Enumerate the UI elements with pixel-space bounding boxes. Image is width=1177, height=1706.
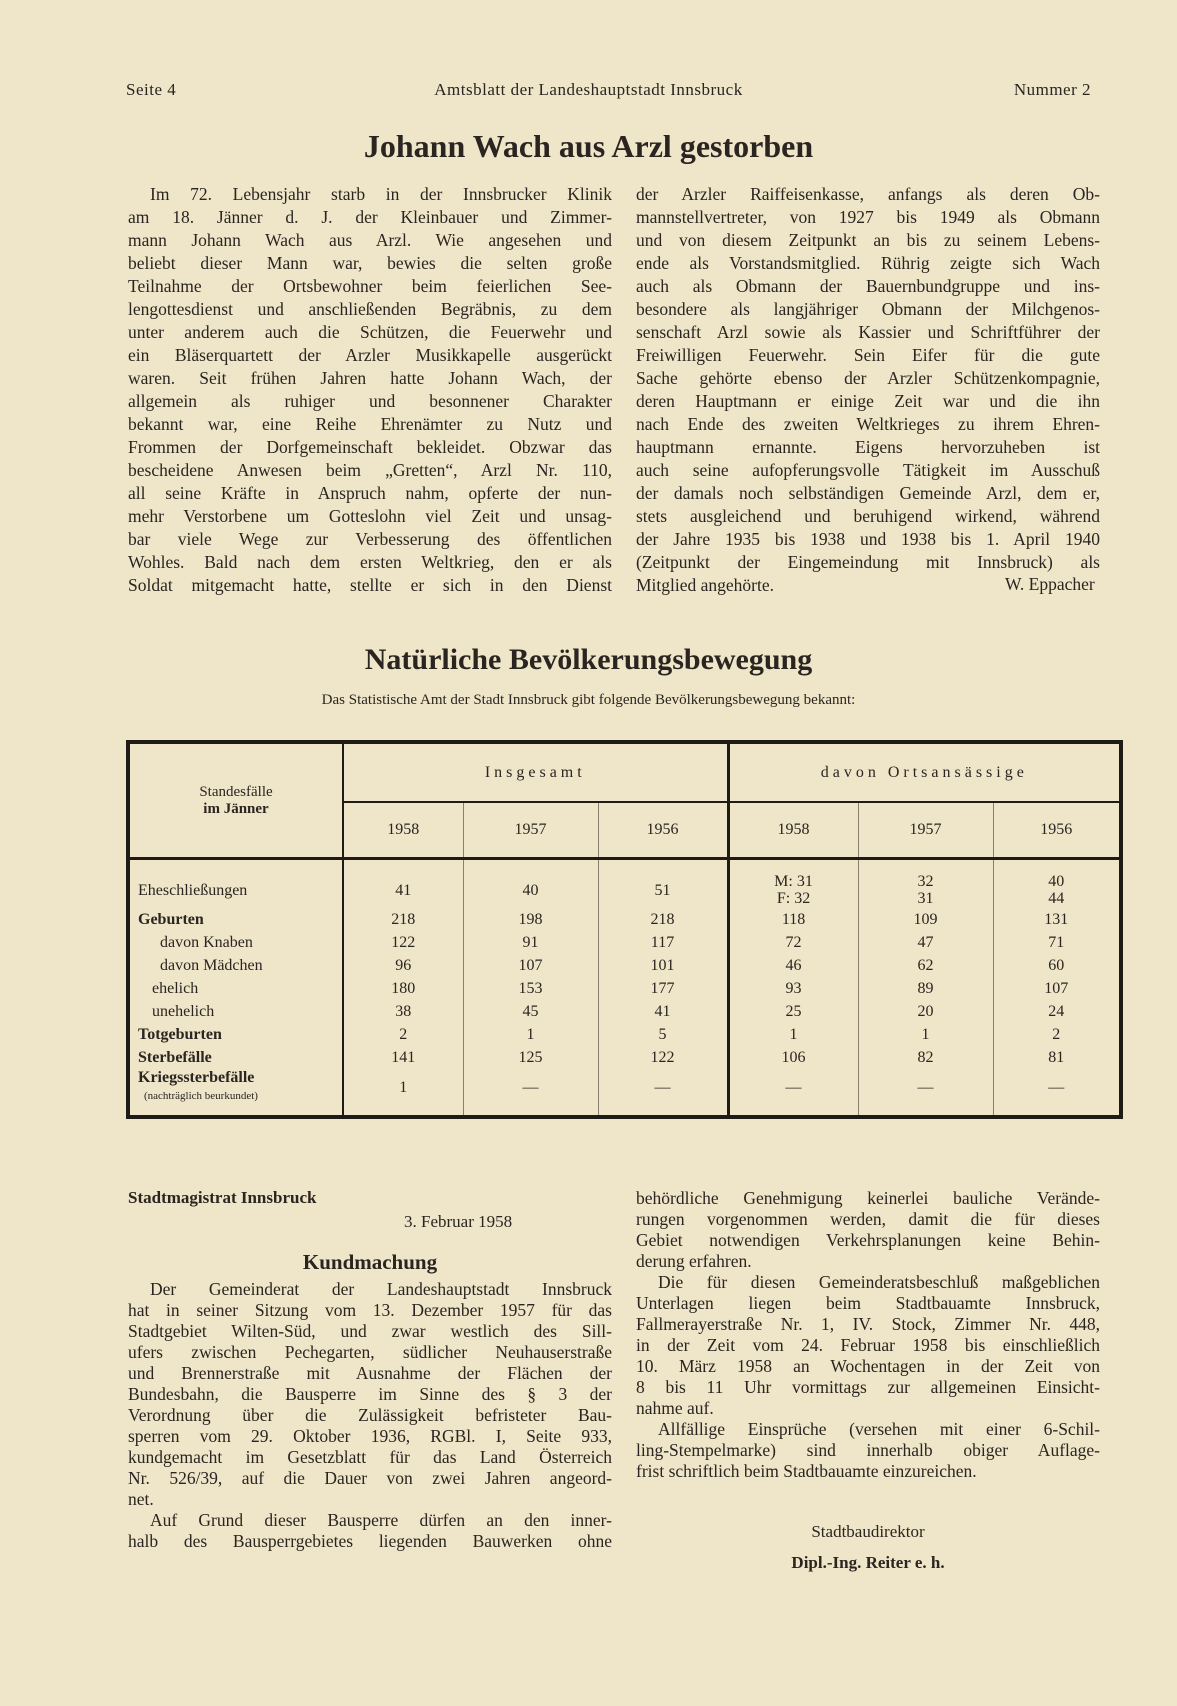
year-header: 1957 bbox=[463, 802, 598, 859]
table-cell: — bbox=[598, 1069, 728, 1117]
table-cell: 62 bbox=[858, 954, 993, 977]
population-table bbox=[126, 740, 1123, 1119]
row-label bbox=[128, 977, 343, 1000]
row-label-text: davon Knaben bbox=[160, 934, 253, 951]
text-line: der damals noch selbständigen Gemeinde Arzl, dem er, bbox=[636, 483, 1100, 503]
table-cell: 1 bbox=[728, 1023, 858, 1046]
text-line: behördliche Genehmigung keinerlei bauliche Verände- bbox=[636, 1188, 1100, 1208]
text-line: Frommen der Dorfgemeinschaft bekleidet. Obzwar das bbox=[128, 437, 612, 457]
table-cell: 131 bbox=[993, 908, 1121, 931]
issuer: Stadtmagistrat Innsbruck bbox=[128, 1188, 317, 1207]
text-line: mehr Verstorbene um Gotteslohn viel Zeit und unsag- bbox=[128, 506, 612, 526]
table-cell: — bbox=[858, 1069, 993, 1117]
text-line: Allfällige Einsprüche (versehen mit einer 6-Schil- bbox=[658, 1419, 1100, 1439]
table-cell: 1 bbox=[343, 1069, 463, 1117]
table-cell: 46 bbox=[728, 954, 858, 977]
table-cell: 96 bbox=[343, 954, 463, 977]
table-cell: — bbox=[993, 1069, 1121, 1117]
text-line: net. bbox=[128, 1489, 154, 1509]
text-line: Gebiet notwendigen Verkehrsplanungen keine Behin- bbox=[636, 1230, 1100, 1250]
table-cell: 25 bbox=[728, 1000, 858, 1023]
table-cell: — bbox=[728, 1069, 858, 1117]
text-line: auch als Obmann der Bauernbundgruppe und ins- bbox=[636, 276, 1100, 296]
text-line: und Brennerstraße mit Ausnahme der Flächen der bbox=[128, 1363, 612, 1383]
text-line: Nr. 526/39, auf die Dauer von zwei Jahren angeord- bbox=[128, 1468, 612, 1488]
text-line: auch seine aufopferungsvolle Tätigkeit im Ausschuß bbox=[636, 460, 1100, 480]
table-row bbox=[128, 1069, 1121, 1117]
table-cell: 89 bbox=[858, 977, 993, 1000]
text-line: bar viele Wege zur Verbesserung des öffentlichen bbox=[128, 529, 612, 549]
text-line: Bundesbahn, die Bausperre im Sinne des § 3 der bbox=[128, 1384, 612, 1404]
row-label-text: Sterbefälle bbox=[138, 1049, 212, 1066]
row-header bbox=[128, 742, 343, 859]
table-cell: 118 bbox=[728, 908, 858, 931]
table-cell: 141 bbox=[343, 1046, 463, 1069]
text-line: der Arzler Raiffeisenkasse, anfangs als deren Ob- bbox=[636, 184, 1100, 204]
table-cell: 107 bbox=[993, 977, 1121, 1000]
table-cell: 1 bbox=[858, 1023, 993, 1046]
table-cell: 180 bbox=[343, 977, 463, 1000]
table-row bbox=[128, 859, 1121, 909]
signer-name: Dipl.-Ing. Reiter e. h. bbox=[791, 1553, 945, 1572]
row-label bbox=[128, 1069, 343, 1117]
table-cell: 5 bbox=[598, 1023, 728, 1046]
text-line: Im 72. Lebensjahr starb in der Innsbrucker Klinik bbox=[150, 184, 612, 204]
text-line: ein Bläserquartett der Arzler Musikkapelle ausgerückt bbox=[128, 345, 612, 365]
table-cell: 81 bbox=[993, 1046, 1121, 1069]
row-label bbox=[128, 1046, 343, 1069]
table-cell: 2 bbox=[343, 1023, 463, 1046]
text-line: Mitglied angehörte. bbox=[636, 575, 775, 595]
statistics-subtitle: Das Statistische Amt der Stadt Innsbruck gibt folgende Bevölkerungsbewegung bekannt: bbox=[321, 692, 856, 708]
table-cell: 218 bbox=[343, 908, 463, 931]
row-label bbox=[128, 908, 343, 931]
table-cell: 82 bbox=[858, 1046, 993, 1069]
text-line: Teilnahme der Ortsbewohner beim feierlichen See- bbox=[128, 276, 612, 296]
text-line: besondere als langjähriger Obmann der Milchgenos- bbox=[636, 299, 1100, 319]
text-line: kundgemacht im Gesetzblatt für das Land Österreich bbox=[128, 1447, 612, 1467]
notice-right-column bbox=[636, 1188, 1100, 1482]
article-author: W. Eppacher bbox=[1005, 574, 1095, 594]
text-line: nach Ende des zweiten Weltkrieges zu ihrem Ehren- bbox=[636, 414, 1100, 434]
table-cell: 41 bbox=[343, 859, 463, 909]
text-line: Freiwilligen Feuerwehr. Sein Eifer für die gute bbox=[636, 345, 1100, 365]
text-line: Auf Grund dieser Bausperre dürfen an den inner- bbox=[150, 1510, 612, 1530]
text-line: der Jahre 1935 bis 1938 und 1938 bis 1. April 1940 bbox=[636, 529, 1100, 549]
text-line: und von diesem Zeitpunkt an bis zu seinem Lebens- bbox=[636, 230, 1100, 250]
text-line: Der Gemeinderat der Landeshauptstadt Innsbruck bbox=[150, 1279, 612, 1299]
text-line: Sache gehörte ebenso der Arzler Schützenkompagnie, bbox=[636, 368, 1100, 388]
text-line: derung erfahren. bbox=[636, 1251, 752, 1271]
text-line: am 18. Jänner d. J. der Kleinbauer und Zimmer- bbox=[128, 207, 612, 227]
page-number: Seite 4 bbox=[126, 80, 177, 99]
signer-title: Stadtbaudirektor bbox=[811, 1522, 925, 1541]
text-line: deren Hauptmann er einige Zeit war und die ihn bbox=[636, 391, 1100, 411]
table-cell: 177 bbox=[598, 977, 728, 1000]
year-header: 1956 bbox=[598, 802, 728, 859]
table-cell: 153 bbox=[463, 977, 598, 1000]
text-line: ufers zwischen Pechegarten, südlicher Neuhauserstraße bbox=[128, 1342, 612, 1362]
notice-title: Kundmachung bbox=[302, 1250, 438, 1274]
table-cell: 91 bbox=[463, 931, 598, 954]
table-row bbox=[128, 954, 1121, 977]
text-line: unter anderem auch die Schützen, die Feuerwehr und bbox=[128, 322, 612, 342]
text-line: Fallmerayerstraße Nr. 1, IV. Stock, Zimmer Nr. 448, bbox=[636, 1314, 1100, 1334]
text-line: bescheidene Anwesen beim „Gretten“, Arzl Nr. 110, bbox=[128, 460, 612, 480]
table-cell: 41 bbox=[598, 1000, 728, 1023]
row-label bbox=[128, 1023, 343, 1046]
table-cell: 125 bbox=[463, 1046, 598, 1069]
row-header-line1: Standesfälle bbox=[199, 783, 273, 800]
table-cell: 198 bbox=[463, 908, 598, 931]
text-line: waren. Seit frühen Jahren hatte Johann Wach, der bbox=[128, 368, 612, 388]
table-cell: 1 bbox=[463, 1023, 598, 1046]
table-row bbox=[128, 977, 1121, 1000]
row-label-text: Totgeburten bbox=[138, 1026, 222, 1043]
table-row bbox=[128, 1046, 1121, 1069]
table-cell: 71 bbox=[993, 931, 1121, 954]
text-line: senschaft Arzl sowie als Kassier und Schriftführer der bbox=[636, 322, 1100, 342]
text-line: Wohles. Bald nach dem ersten Weltkrieg, den er als bbox=[128, 552, 612, 572]
text-line: 10. März 1958 an Wochentagen in der Zeit von bbox=[636, 1356, 1100, 1376]
article-right-column bbox=[636, 183, 1100, 597]
text-line: hat in seiner Sitzung vom 13. Dezember 1957 für das bbox=[128, 1300, 612, 1320]
row-label-note: (nachträglich beurkundet) bbox=[144, 1090, 258, 1102]
text-line: all seine Kräfte in Anspruch nahm, opferte der nun- bbox=[128, 483, 612, 503]
year-header: 1958 bbox=[728, 802, 858, 859]
text-line: Stadtgebiet Wilten-Süd, und zwar westlich des Sill- bbox=[128, 1321, 612, 1341]
text-line: mann Johann Wach aus Arzl. Wie angesehen und bbox=[128, 230, 612, 250]
table-cell: 51 bbox=[598, 859, 728, 909]
table-cell: 93 bbox=[728, 977, 858, 1000]
notice-date: 3. Februar 1958 bbox=[404, 1212, 513, 1231]
text-line: beliebt dieser Mann war, bewies die selten große bbox=[128, 253, 612, 273]
text-line: bekannt war, eine Reihe Ehrenämter zu Nutz und bbox=[128, 414, 612, 434]
row-label-text: davon Mädchen bbox=[160, 957, 263, 974]
publication-name: Amtsblatt der Landeshauptstadt Innsbruck bbox=[434, 80, 743, 99]
text-line: frist schriftlich beim Stadtbauamte einzureichen. bbox=[636, 1461, 977, 1481]
text-line: Unterlagen liegen beim Stadtbauamte Innsbruck, bbox=[636, 1293, 1100, 1313]
row-label-text: ehelich bbox=[152, 980, 199, 997]
year-header: 1957 bbox=[858, 802, 993, 859]
table-row bbox=[128, 1000, 1121, 1023]
row-label-text: Kriegssterbefälle bbox=[138, 1069, 255, 1086]
table-cell: 60 bbox=[993, 954, 1121, 977]
year-header: 1958 bbox=[343, 802, 463, 859]
row-label-text: unehelich bbox=[152, 1003, 215, 1020]
text-line: in der Zeit vom 24. Februar 1958 bis einschließlich bbox=[636, 1335, 1100, 1355]
table-cell: 122 bbox=[343, 931, 463, 954]
table-cell: 32 31 bbox=[858, 859, 993, 909]
text-line: hauptmann ernannte. Eigens hervorzuheben ist bbox=[636, 437, 1100, 457]
text-line: (Zeitpunkt der Eingemeindung mit Innsbruck) als bbox=[636, 552, 1100, 572]
table-cell: — bbox=[463, 1069, 598, 1117]
row-header-line2: im Jänner bbox=[203, 800, 269, 817]
group-header-total: Insgesamt bbox=[343, 742, 728, 802]
group-header-residents: davon Ortsansässige bbox=[728, 742, 1121, 802]
row-label bbox=[128, 859, 343, 909]
table-cell: 38 bbox=[343, 1000, 463, 1023]
text-line: 8 bis 11 Uhr vormittags zur allgemeinen Einsicht- bbox=[636, 1377, 1100, 1397]
table-cell: 47 bbox=[858, 931, 993, 954]
text-line: ende als Vorstandsmitglied. Rührig zeigte sich Wach bbox=[636, 253, 1100, 273]
table-cell: 106 bbox=[728, 1046, 858, 1069]
table-cell: 218 bbox=[598, 908, 728, 931]
table-row bbox=[128, 908, 1121, 931]
table-cell: M: 31 F: 32 bbox=[728, 859, 858, 909]
table-cell: 101 bbox=[598, 954, 728, 977]
text-line: ling-Stempelmarke) sind innerhalb obiger Auflage- bbox=[636, 1440, 1100, 1460]
text-line: allgemein als ruhiger und besonnener Charakter bbox=[128, 391, 612, 411]
text-line: stets ausgleichend und beruhigend wirkend, während bbox=[636, 506, 1100, 526]
table-cell: 109 bbox=[858, 908, 993, 931]
row-label bbox=[128, 1000, 343, 1023]
table-cell: 107 bbox=[463, 954, 598, 977]
year-header: 1956 bbox=[993, 802, 1121, 859]
table-cell: 72 bbox=[728, 931, 858, 954]
article-left-column bbox=[128, 183, 612, 597]
table-cell: 2 bbox=[993, 1023, 1121, 1046]
table-row bbox=[128, 931, 1121, 954]
article-title: Johann Wach aus Arzl gestorben bbox=[363, 128, 814, 164]
text-line: sperren vom 29. Oktober 1936, RGBl. I, Seite 933, bbox=[128, 1426, 612, 1446]
text-line: lengottesdienst und anschließenden Begräbnis, zu dem bbox=[128, 299, 612, 319]
notice-left-column bbox=[128, 1279, 612, 1552]
text-line: mannstellvertreter, von 1927 bis 1949 als Obmann bbox=[636, 207, 1100, 227]
table-cell: 45 bbox=[463, 1000, 598, 1023]
statistics-title: Natürliche Bevölkerungsbewegung bbox=[364, 643, 813, 676]
text-line: halb des Bausperrgebietes liegenden Bauwerken ohne bbox=[128, 1531, 612, 1551]
row-label bbox=[128, 931, 343, 954]
table-cell: 122 bbox=[598, 1046, 728, 1069]
text-line: Die für diesen Gemeinderatsbeschluß maßgeblichen bbox=[658, 1272, 1100, 1292]
table-cell: 20 bbox=[858, 1000, 993, 1023]
table-cell: 40 bbox=[463, 859, 598, 909]
table-cell: 40 44 bbox=[993, 859, 1121, 909]
text-line: rungen vorgenommen werden, damit die für dieses bbox=[636, 1209, 1100, 1229]
row-label bbox=[128, 954, 343, 977]
row-label-text: Eheschließungen bbox=[138, 881, 248, 899]
table-row bbox=[128, 1023, 1121, 1046]
text-line: Verordnung über die Zulässigkeit befristeter Bau- bbox=[128, 1405, 612, 1425]
issue-number: Nummer 2 bbox=[1013, 80, 1091, 99]
row-label-text: Geburten bbox=[138, 911, 204, 928]
text-line: Soldat mitgemacht hatte, stellte er sich in den Dienst bbox=[128, 575, 612, 595]
table-cell: 117 bbox=[598, 931, 728, 954]
table-cell: 24 bbox=[993, 1000, 1121, 1023]
text-line: nahme auf. bbox=[636, 1398, 714, 1418]
